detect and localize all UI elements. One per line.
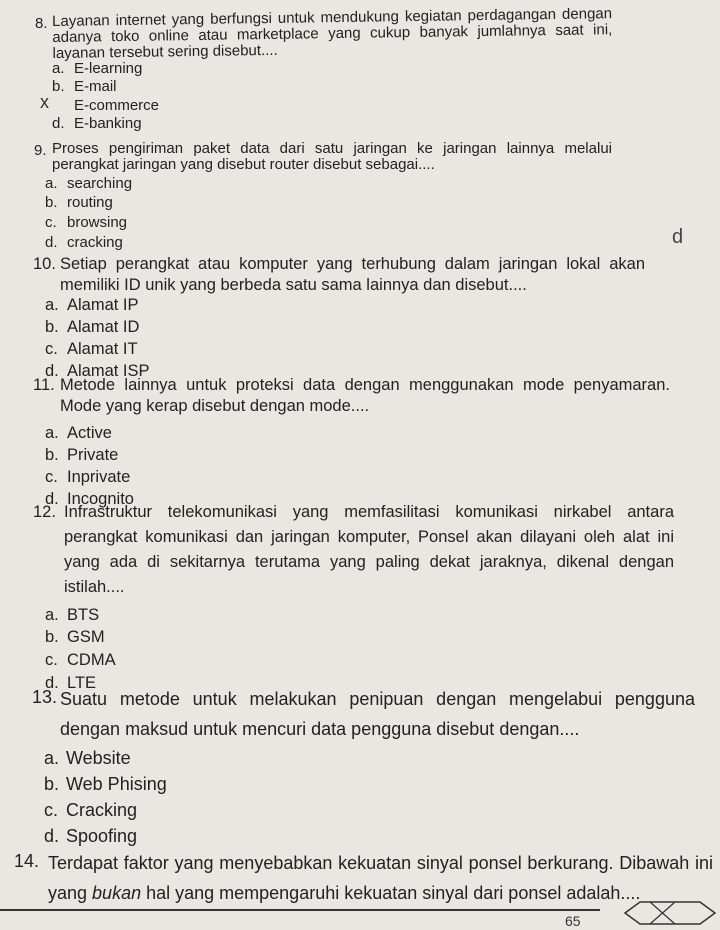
answer-check-mark: x	[40, 92, 49, 112]
question-11-option-b: b. Private	[45, 446, 119, 464]
page-number: 65	[565, 913, 581, 929]
question-8-number: 8.	[35, 15, 48, 32]
question-14-number: 14.	[14, 851, 40, 871]
question-13-option-c: c. Cracking	[44, 800, 138, 820]
question-12-option-b: b. GSM	[45, 628, 105, 646]
question-12-option-d: d. LTE	[45, 674, 97, 692]
question-13-number: 13.	[32, 687, 58, 707]
emphasis-word: bukan	[92, 883, 142, 903]
question-9-number: 9.	[34, 142, 47, 159]
question-9-text: Proses pengiriman paket data dari satu jaringan ke jaringan lainnya melalui perangkat jaringan yang disebut router disebut sebagai....	[52, 140, 612, 173]
question-9-option-b: b. routing	[45, 194, 113, 211]
question-11-option-a: a. Active	[45, 424, 112, 442]
question-9-option-a: a. searching	[45, 175, 133, 192]
question-10-text: Setiap perangkat atau komputer yang terhubung dalam jaringan lokal akan memiliki ID unik yang berbeda satu sama lainnya dan disebut....	[60, 255, 645, 294]
question-9-option-c: c. browsing	[45, 214, 128, 231]
question-8-option-d: d. E-banking	[52, 115, 142, 132]
question-12-number: 12.	[33, 503, 56, 521]
question-11-number: 11.	[33, 376, 55, 394]
question-14-text: Terdapat faktor yang menyebabkan kekuatan sinyal ponsel berkurang. Dibawah ini yang bukan hal yang mempengaruhi kekuatan sinyal dari ponsel adalah....	[48, 853, 713, 903]
question-12-text: Infrastruktur telekomunikasi yang memfasilitasi komunikasi nirkabel antara perangkat komunikasi dan jaringan komputer, Ponsel akan dilayani oleh alat ini yang ada di sekitarnya terutama yang paling dekat jaraknya, dikenal dengan istilah....	[64, 503, 674, 596]
question-13-option-d: d. Spoofing	[44, 826, 138, 846]
question-12-option-c: c. CDMA	[45, 651, 116, 669]
margin-handwritten-letter: d	[672, 226, 684, 248]
question-8-option-c: E-commerce	[74, 97, 160, 114]
question-13-option-a: a. Website	[44, 748, 131, 768]
question-8-option-a: a. E-learning	[52, 60, 143, 77]
question-10-option-a: a. Alamat IP	[45, 296, 139, 314]
question-13-text: Suatu metode untuk melakukan penipuan dengan mengelabui pengguna dengan maksud untuk mencuri data pengguna disebut dengan....	[60, 689, 695, 739]
question-11-text: Metode lainnya untuk proteksi data dengan menggunakan mode penyamaran. Mode yang kerap disebut dengan mode....	[60, 376, 670, 415]
footer-decoration-icon	[620, 898, 720, 928]
question-13-option-b: b. Web Phising	[44, 774, 167, 794]
question-12-option-a: a. BTS	[45, 606, 100, 624]
question-11-option-c: c. Inprivate	[45, 468, 131, 486]
question-8-option-b: b. E-mail	[52, 78, 117, 95]
question-8-text: Layanan internet yang berfungsi untuk mendukung kegiatan perdagangan dengan adanya toko online atau marketplace yang cukup banyak jumlahnya saat ini, layanan tersebut sering disebut....	[51, 5, 613, 62]
question-10-option-b: b. Alamat ID	[45, 318, 140, 336]
question-10-option-d: d. Alamat ISP	[45, 362, 150, 380]
question-9-option-d: d. cracking	[45, 234, 123, 251]
footer-rule	[0, 909, 600, 911]
question-10-option-c: c. Alamat IT	[45, 340, 138, 358]
question-10-number: 10.	[33, 255, 56, 273]
question-11-option-d: d. Incognito	[45, 490, 134, 508]
